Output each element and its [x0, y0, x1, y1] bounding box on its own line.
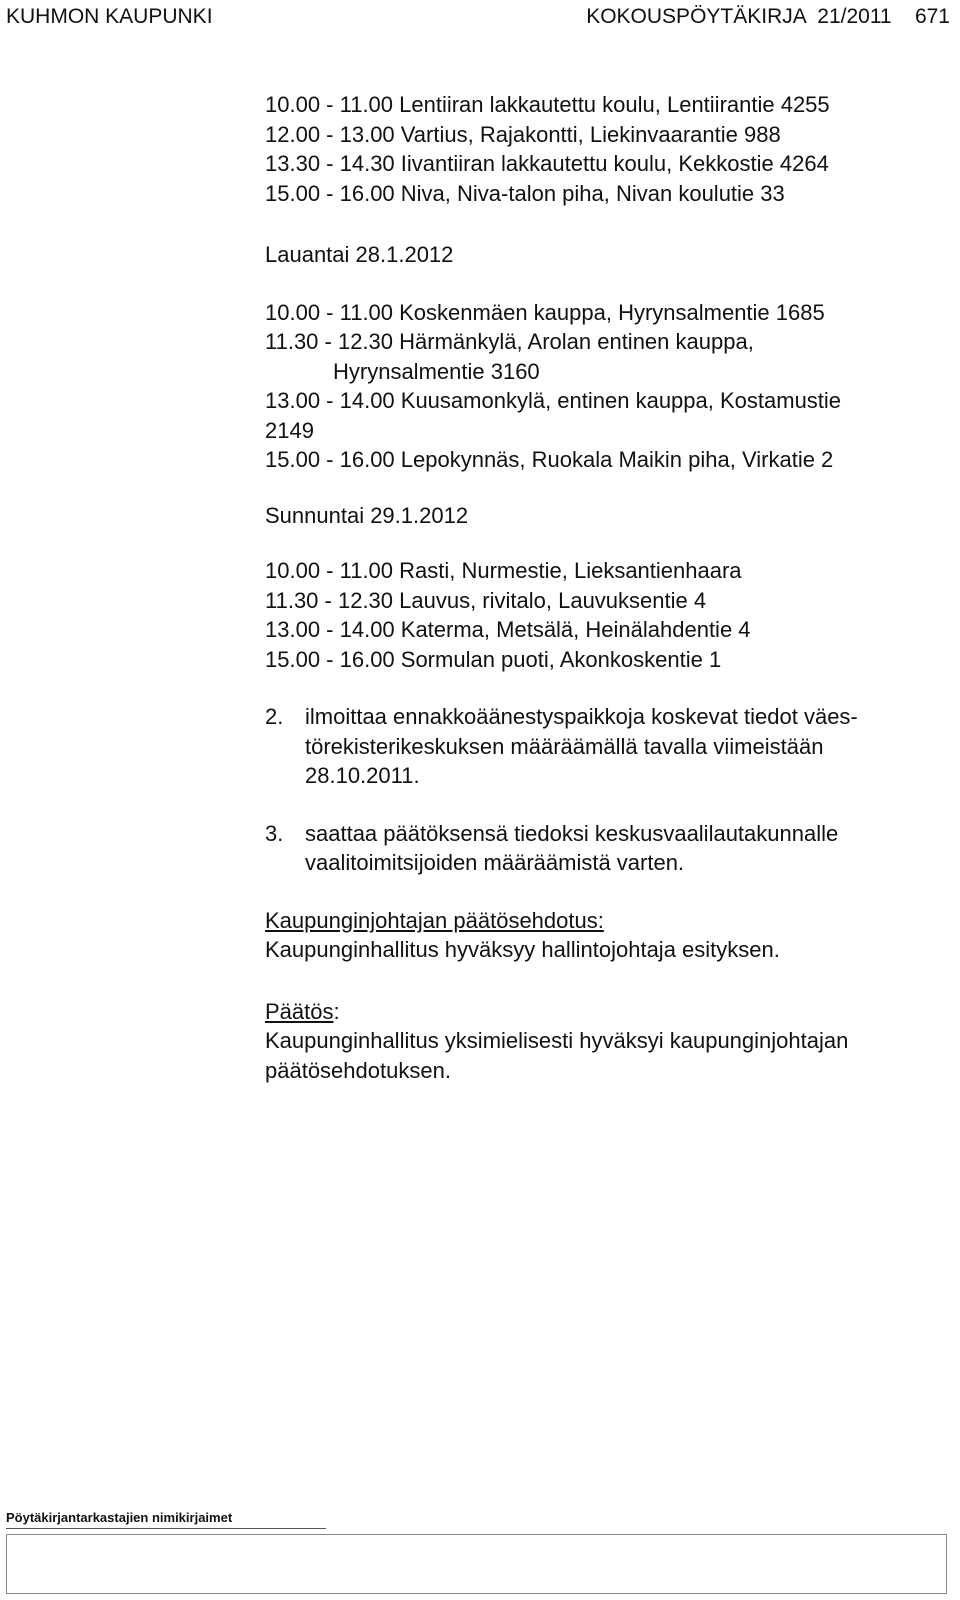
item-text-line: 28.10.2011.	[305, 763, 420, 788]
initials-box	[6, 1534, 947, 1594]
item-text-line: saattaa päätöksensä tiedoksi keskusvaalilautakunnalle	[305, 820, 839, 846]
schedule-line: 15.00 - 16.00 Niva, Niva-talon piha, Nivan koulutie 33	[265, 180, 785, 206]
saturday-schedule	[265, 298, 955, 475]
schedule-list	[265, 90, 955, 208]
proposal-label: Kaupunginjohtajan päätösehdotus:	[265, 907, 604, 933]
schedule-line: 10.00 - 11.00 Koskenmäen kauppa, Hyrynsalmentie 1685	[265, 299, 825, 325]
saturday-heading: Lauantai 28.1.2012	[265, 242, 454, 267]
schedule-line: 10.00 - 11.00 Rasti, Nurmestie, Lieksantienhaara	[265, 558, 742, 583]
schedule-line-continuation: Hyrynsalmentie 3160	[333, 358, 540, 384]
schedule-line: 13.00 - 14.00 Katerma, Metsälä, Heinälahdentie 4	[265, 617, 751, 642]
schedule-line: 11.30 - 12.30 Lauvus, rivitalo, Lauvuksentie 4	[265, 587, 707, 613]
decision-text-line: päätösehdotuksen.	[265, 1057, 451, 1083]
initials-label: Pöytäkirjantarkastajien nimikirjaimet	[6, 1510, 233, 1525]
schedule-line: 15.00 - 16.00 Lepokynnäs, Ruokala Maikin piha, Virkatie 2	[265, 447, 834, 472]
item-text-line: vaalitoimitsijoiden määräämistä varten.	[305, 850, 685, 875]
schedule-line: 13.30 - 14.30 Iivantiiran lakkautettu koulu, Kekkostie 4264	[265, 151, 829, 176]
decision-label-text: Päätös	[265, 998, 334, 1024]
schedule-line: 11.30 - 12.30 Härmänkylä, Arolan entinen kauppa,	[265, 329, 754, 354]
schedule-line: 15.00 - 16.00 Sormulan puoti, Akonkoskentie 1	[265, 646, 722, 672]
item-number: 2.	[265, 704, 284, 729]
page-header	[6, 4, 950, 34]
footer-divider	[6, 1528, 326, 1529]
schedule-line: 10.00 - 11.00 Lentiiran lakkautettu koulu, Lentiirantie 4255	[265, 92, 830, 117]
schedule-line: 13.00 - 14.00 Kuusamonkylä, entinen kauppa, Kostamustie	[265, 388, 842, 413]
decision-label-colon: :	[333, 998, 340, 1024]
numbered-item	[265, 819, 950, 878]
proposal-text: Kaupunginhallitus hyväksyy hallintojohtaja esityksen.	[265, 937, 780, 962]
document-body	[265, 90, 955, 1085]
numbered-item	[265, 702, 950, 791]
document-title-and-page: KOKOUSPÖYTÄKIRJA 21/2011 671	[586, 5, 950, 28]
sunday-heading: Sunnuntai 29.1.2012	[265, 502, 469, 528]
item-text-line: törekisterikeskuksen määräämällä tavalla viimeistään	[305, 733, 824, 759]
schedule-line: 12.00 - 13.00 Vartius, Rajakontti, Liekinvaarantie 988	[265, 121, 781, 147]
sunday-schedule	[265, 556, 955, 674]
schedule-line-continuation: 2149	[265, 417, 314, 443]
organization-name: KUHMON KAUPUNKI	[6, 5, 213, 28]
decision-text-line: Kaupunginhallitus yksimielisesti hyväksyi kaupunginjohtajan	[265, 1028, 849, 1053]
item-text-line: ilmoittaa ennakkoäänestyspaikkoja koskevat tiedot väes-	[305, 704, 858, 729]
decision-label	[265, 997, 955, 1027]
item-number: 3.	[265, 820, 284, 846]
